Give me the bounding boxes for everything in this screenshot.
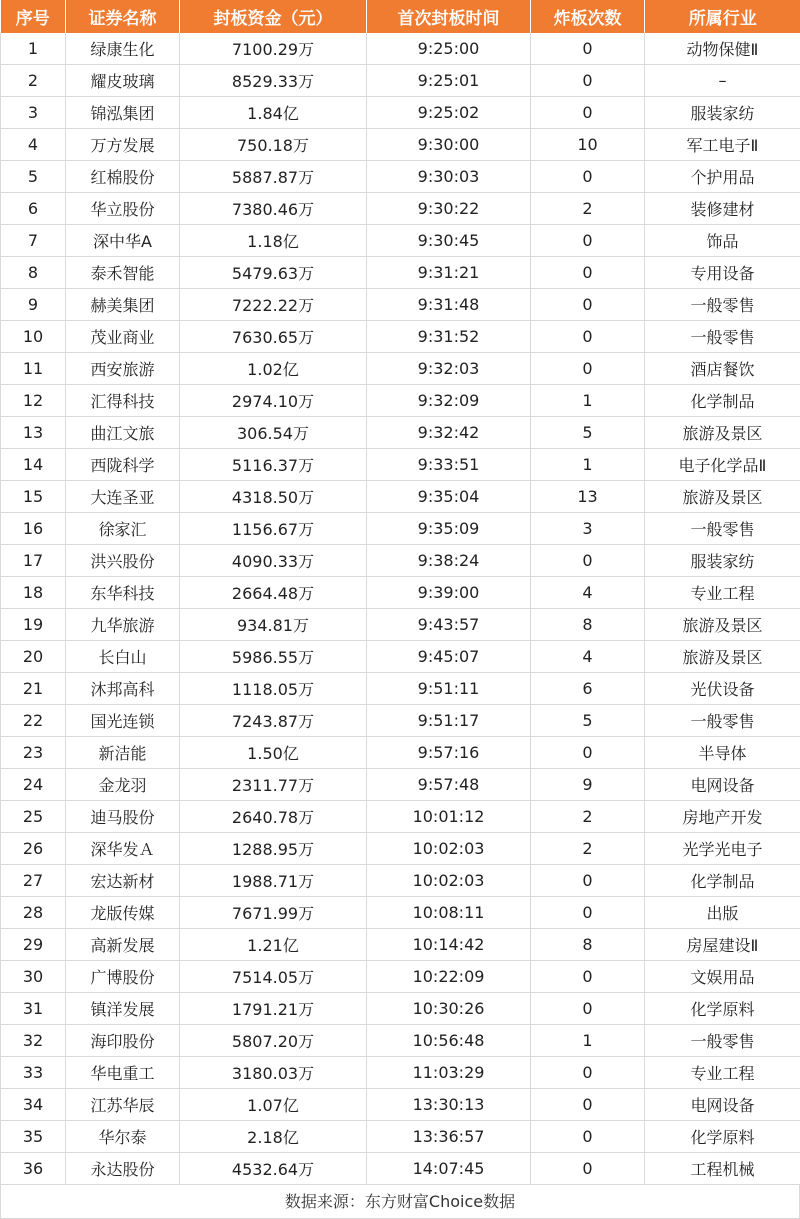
cell-index: 23 bbox=[1, 737, 66, 769]
cell-industry: 工程机械 bbox=[645, 1153, 800, 1185]
header-seal-funds: 封板资金（元） bbox=[180, 0, 367, 33]
cell-seal-funds: 7100.29万 bbox=[180, 33, 367, 65]
cell-break-count: 8 bbox=[531, 929, 645, 961]
cell-break-count: 0 bbox=[531, 225, 645, 257]
cell-first-seal-time: 9:45:07 bbox=[367, 641, 531, 673]
cell-security-name: 锦泓集团 bbox=[66, 97, 180, 129]
cell-security-name: 西安旅游 bbox=[66, 353, 180, 385]
table-row bbox=[1, 33, 800, 65]
table-row bbox=[1, 417, 800, 449]
cell-industry: 一般零售 bbox=[645, 1025, 800, 1057]
table-row bbox=[1, 801, 800, 833]
cell-first-seal-time: 10:22:09 bbox=[367, 961, 531, 993]
cell-industry: 文娱用品 bbox=[645, 961, 800, 993]
cell-index: 28 bbox=[1, 897, 66, 929]
cell-index: 34 bbox=[1, 1089, 66, 1121]
cell-break-count: 2 bbox=[531, 193, 645, 225]
table-row bbox=[1, 129, 800, 161]
table-row bbox=[1, 1153, 800, 1185]
cell-security-name: 江苏华辰 bbox=[66, 1089, 180, 1121]
cell-seal-funds: 1156.67万 bbox=[180, 513, 367, 545]
cell-seal-funds: 7243.87万 bbox=[180, 705, 367, 737]
cell-first-seal-time: 9:57:16 bbox=[367, 737, 531, 769]
cell-break-count: 0 bbox=[531, 545, 645, 577]
cell-seal-funds: 306.54万 bbox=[180, 417, 367, 449]
cell-index: 13 bbox=[1, 417, 66, 449]
cell-break-count: 0 bbox=[531, 1121, 645, 1153]
cell-index: 24 bbox=[1, 769, 66, 801]
cell-first-seal-time: 9:43:57 bbox=[367, 609, 531, 641]
cell-index: 33 bbox=[1, 1057, 66, 1089]
table-body bbox=[1, 33, 800, 1185]
cell-index: 25 bbox=[1, 801, 66, 833]
data-source-note: 数据来源：东方财富Choice数据 bbox=[0, 1185, 800, 1219]
cell-security-name: 红棉股份 bbox=[66, 161, 180, 193]
cell-break-count: 2 bbox=[531, 833, 645, 865]
cell-seal-funds: 2640.78万 bbox=[180, 801, 367, 833]
cell-seal-funds: 1988.71万 bbox=[180, 865, 367, 897]
cell-industry: 一般零售 bbox=[645, 705, 800, 737]
cell-industry: – bbox=[645, 65, 800, 97]
table-row bbox=[1, 449, 800, 481]
cell-first-seal-time: 9:51:17 bbox=[367, 705, 531, 737]
cell-security-name: 曲江文旅 bbox=[66, 417, 180, 449]
cell-seal-funds: 5116.37万 bbox=[180, 449, 367, 481]
cell-break-count: 1 bbox=[531, 1025, 645, 1057]
header-first-seal-time: 首次封板时间 bbox=[367, 0, 531, 33]
cell-seal-funds: 2974.10万 bbox=[180, 385, 367, 417]
table-row bbox=[1, 641, 800, 673]
cell-index: 16 bbox=[1, 513, 66, 545]
cell-index: 30 bbox=[1, 961, 66, 993]
cell-seal-funds: 7630.65万 bbox=[180, 321, 367, 353]
cell-industry: 化学制品 bbox=[645, 385, 800, 417]
cell-break-count: 0 bbox=[531, 161, 645, 193]
cell-seal-funds: 4318.50万 bbox=[180, 481, 367, 513]
cell-break-count: 0 bbox=[531, 33, 645, 65]
cell-break-count: 5 bbox=[531, 417, 645, 449]
cell-security-name: 徐家汇 bbox=[66, 513, 180, 545]
cell-industry: 旅游及景区 bbox=[645, 609, 800, 641]
cell-industry: 光伏设备 bbox=[645, 673, 800, 705]
cell-index: 21 bbox=[1, 673, 66, 705]
cell-break-count: 1 bbox=[531, 449, 645, 481]
cell-index: 26 bbox=[1, 833, 66, 865]
cell-seal-funds: 1.21亿 bbox=[180, 929, 367, 961]
table-row bbox=[1, 193, 800, 225]
cell-index: 2 bbox=[1, 65, 66, 97]
header-index: 序号 bbox=[1, 0, 66, 33]
cell-security-name: 海印股份 bbox=[66, 1025, 180, 1057]
cell-first-seal-time: 9:30:00 bbox=[367, 129, 531, 161]
table-row bbox=[1, 513, 800, 545]
cell-security-name: 茂业商业 bbox=[66, 321, 180, 353]
cell-security-name: 汇得科技 bbox=[66, 385, 180, 417]
cell-first-seal-time: 9:25:00 bbox=[367, 33, 531, 65]
cell-first-seal-time: 10:02:03 bbox=[367, 833, 531, 865]
cell-industry: 房地产开发 bbox=[645, 801, 800, 833]
table-row bbox=[1, 833, 800, 865]
cell-first-seal-time: 9:57:48 bbox=[367, 769, 531, 801]
cell-index: 22 bbox=[1, 705, 66, 737]
table-row bbox=[1, 321, 800, 353]
table-row bbox=[1, 289, 800, 321]
cell-break-count: 8 bbox=[531, 609, 645, 641]
cell-first-seal-time: 9:32:09 bbox=[367, 385, 531, 417]
cell-seal-funds: 5479.63万 bbox=[180, 257, 367, 289]
cell-index: 14 bbox=[1, 449, 66, 481]
cell-seal-funds: 750.18万 bbox=[180, 129, 367, 161]
table-row bbox=[1, 705, 800, 737]
cell-security-name: 迪马股份 bbox=[66, 801, 180, 833]
table-row bbox=[1, 161, 800, 193]
cell-security-name: 华立股份 bbox=[66, 193, 180, 225]
cell-seal-funds: 7514.05万 bbox=[180, 961, 367, 993]
cell-security-name: 沐邦高科 bbox=[66, 673, 180, 705]
cell-security-name: 华电重工 bbox=[66, 1057, 180, 1089]
cell-seal-funds: 7222.22万 bbox=[180, 289, 367, 321]
cell-break-count: 0 bbox=[531, 1089, 645, 1121]
table-row bbox=[1, 65, 800, 97]
cell-first-seal-time: 10:01:12 bbox=[367, 801, 531, 833]
cell-first-seal-time: 9:39:00 bbox=[367, 577, 531, 609]
cell-seal-funds: 1.07亿 bbox=[180, 1089, 367, 1121]
cell-break-count: 10 bbox=[531, 129, 645, 161]
cell-break-count: 0 bbox=[531, 737, 645, 769]
cell-index: 19 bbox=[1, 609, 66, 641]
cell-first-seal-time: 9:51:11 bbox=[367, 673, 531, 705]
cell-seal-funds: 934.81万 bbox=[180, 609, 367, 641]
cell-security-name: 永达股份 bbox=[66, 1153, 180, 1185]
cell-seal-funds: 1.50亿 bbox=[180, 737, 367, 769]
cell-first-seal-time: 9:32:42 bbox=[367, 417, 531, 449]
cell-break-count: 1 bbox=[531, 385, 645, 417]
table-row bbox=[1, 993, 800, 1025]
cell-security-name: 深华发Ａ bbox=[66, 833, 180, 865]
table-row bbox=[1, 929, 800, 961]
cell-index: 4 bbox=[1, 129, 66, 161]
cell-security-name: 深中华A bbox=[66, 225, 180, 257]
cell-break-count: 0 bbox=[531, 353, 645, 385]
cell-index: 9 bbox=[1, 289, 66, 321]
cell-break-count: 0 bbox=[531, 257, 645, 289]
cell-seal-funds: 5887.87万 bbox=[180, 161, 367, 193]
table-row bbox=[1, 1025, 800, 1057]
cell-security-name: 龙版传媒 bbox=[66, 897, 180, 929]
table-row bbox=[1, 769, 800, 801]
cell-industry: 服装家纺 bbox=[645, 97, 800, 129]
cell-security-name: 新洁能 bbox=[66, 737, 180, 769]
cell-security-name: 高新发展 bbox=[66, 929, 180, 961]
table-header-row bbox=[1, 0, 800, 33]
cell-security-name: 东华科技 bbox=[66, 577, 180, 609]
table-row bbox=[1, 577, 800, 609]
cell-index: 11 bbox=[1, 353, 66, 385]
header-security-name: 证券名称 bbox=[66, 0, 180, 33]
cell-industry: 化学原料 bbox=[645, 1121, 800, 1153]
cell-first-seal-time: 9:33:51 bbox=[367, 449, 531, 481]
cell-seal-funds: 7671.99万 bbox=[180, 897, 367, 929]
cell-industry: 电网设备 bbox=[645, 769, 800, 801]
cell-first-seal-time: 10:56:48 bbox=[367, 1025, 531, 1057]
cell-industry: 军工电子Ⅱ bbox=[645, 129, 800, 161]
cell-industry: 出版 bbox=[645, 897, 800, 929]
cell-index: 12 bbox=[1, 385, 66, 417]
cell-index: 3 bbox=[1, 97, 66, 129]
cell-break-count: 9 bbox=[531, 769, 645, 801]
cell-index: 7 bbox=[1, 225, 66, 257]
cell-break-count: 0 bbox=[531, 97, 645, 129]
cell-industry: 一般零售 bbox=[645, 289, 800, 321]
cell-break-count: 0 bbox=[531, 897, 645, 929]
cell-industry: 个护用品 bbox=[645, 161, 800, 193]
cell-security-name: 绿康生化 bbox=[66, 33, 180, 65]
cell-seal-funds: 1.84亿 bbox=[180, 97, 367, 129]
table-row bbox=[1, 609, 800, 641]
cell-industry: 酒店餐饮 bbox=[645, 353, 800, 385]
cell-security-name: 耀皮玻璃 bbox=[66, 65, 180, 97]
cell-break-count: 4 bbox=[531, 577, 645, 609]
cell-security-name: 万方发展 bbox=[66, 129, 180, 161]
cell-index: 1 bbox=[1, 33, 66, 65]
cell-first-seal-time: 9:31:21 bbox=[367, 257, 531, 289]
cell-industry: 饰品 bbox=[645, 225, 800, 257]
cell-break-count: 0 bbox=[531, 865, 645, 897]
cell-break-count: 0 bbox=[531, 993, 645, 1025]
table-row bbox=[1, 481, 800, 513]
cell-break-count: 2 bbox=[531, 801, 645, 833]
cell-industry: 旅游及景区 bbox=[645, 641, 800, 673]
cell-security-name: 泰禾智能 bbox=[66, 257, 180, 289]
cell-seal-funds: 1118.05万 bbox=[180, 673, 367, 705]
table-row bbox=[1, 961, 800, 993]
table-row bbox=[1, 97, 800, 129]
cell-security-name: 九华旅游 bbox=[66, 609, 180, 641]
cell-industry: 光学光电子 bbox=[645, 833, 800, 865]
cell-index: 32 bbox=[1, 1025, 66, 1057]
cell-seal-funds: 1288.95万 bbox=[180, 833, 367, 865]
cell-index: 29 bbox=[1, 929, 66, 961]
cell-security-name: 大连圣亚 bbox=[66, 481, 180, 513]
cell-security-name: 赫美集团 bbox=[66, 289, 180, 321]
cell-seal-funds: 8529.33万 bbox=[180, 65, 367, 97]
cell-industry: 电网设备 bbox=[645, 1089, 800, 1121]
cell-industry: 装修建材 bbox=[645, 193, 800, 225]
cell-first-seal-time: 9:25:02 bbox=[367, 97, 531, 129]
cell-security-name: 广博股份 bbox=[66, 961, 180, 993]
cell-industry: 半导体 bbox=[645, 737, 800, 769]
cell-seal-funds: 2311.77万 bbox=[180, 769, 367, 801]
cell-seal-funds: 5986.55万 bbox=[180, 641, 367, 673]
cell-break-count: 0 bbox=[531, 1153, 645, 1185]
table-row bbox=[1, 353, 800, 385]
cell-security-name: 宏达新材 bbox=[66, 865, 180, 897]
table-row bbox=[1, 545, 800, 577]
cell-seal-funds: 4532.64万 bbox=[180, 1153, 367, 1185]
cell-industry: 房屋建设Ⅱ bbox=[645, 929, 800, 961]
table-row bbox=[1, 737, 800, 769]
table-row bbox=[1, 225, 800, 257]
cell-industry: 电子化学品Ⅱ bbox=[645, 449, 800, 481]
cell-break-count: 4 bbox=[531, 641, 645, 673]
cell-security-name: 洪兴股份 bbox=[66, 545, 180, 577]
cell-first-seal-time: 10:14:42 bbox=[367, 929, 531, 961]
header-break-count: 炸板次数 bbox=[531, 0, 645, 33]
cell-industry: 化学原料 bbox=[645, 993, 800, 1025]
cell-first-seal-time: 14:07:45 bbox=[367, 1153, 531, 1185]
cell-industry: 专业工程 bbox=[645, 1057, 800, 1089]
cell-first-seal-time: 9:30:03 bbox=[367, 161, 531, 193]
cell-security-name: 国光连锁 bbox=[66, 705, 180, 737]
cell-index: 6 bbox=[1, 193, 66, 225]
cell-seal-funds: 1.18亿 bbox=[180, 225, 367, 257]
table-row bbox=[1, 673, 800, 705]
cell-break-count: 0 bbox=[531, 961, 645, 993]
cell-break-count: 0 bbox=[531, 289, 645, 321]
header-industry: 所属行业 bbox=[645, 0, 800, 33]
cell-break-count: 13 bbox=[531, 481, 645, 513]
cell-break-count: 0 bbox=[531, 65, 645, 97]
table-row bbox=[1, 257, 800, 289]
cell-industry: 服装家纺 bbox=[645, 545, 800, 577]
cell-index: 36 bbox=[1, 1153, 66, 1185]
cell-first-seal-time: 9:32:03 bbox=[367, 353, 531, 385]
cell-break-count: 0 bbox=[531, 321, 645, 353]
cell-first-seal-time: 11:03:29 bbox=[367, 1057, 531, 1089]
cell-first-seal-time: 10:08:11 bbox=[367, 897, 531, 929]
cell-industry: 专用设备 bbox=[645, 257, 800, 289]
cell-first-seal-time: 9:31:52 bbox=[367, 321, 531, 353]
table-row bbox=[1, 897, 800, 929]
cell-index: 20 bbox=[1, 641, 66, 673]
cell-industry: 旅游及景区 bbox=[645, 481, 800, 513]
cell-break-count: 0 bbox=[531, 1057, 645, 1089]
cell-first-seal-time: 9:35:09 bbox=[367, 513, 531, 545]
cell-first-seal-time: 9:30:45 bbox=[367, 225, 531, 257]
cell-first-seal-time: 9:35:04 bbox=[367, 481, 531, 513]
cell-seal-funds: 4090.33万 bbox=[180, 545, 367, 577]
cell-industry: 动物保健Ⅱ bbox=[645, 33, 800, 65]
cell-index: 17 bbox=[1, 545, 66, 577]
table-row bbox=[1, 385, 800, 417]
cell-index: 15 bbox=[1, 481, 66, 513]
table-row bbox=[1, 1057, 800, 1089]
cell-seal-funds: 5807.20万 bbox=[180, 1025, 367, 1057]
cell-index: 5 bbox=[1, 161, 66, 193]
cell-security-name: 华尔泰 bbox=[66, 1121, 180, 1153]
cell-index: 27 bbox=[1, 865, 66, 897]
table-row bbox=[1, 1089, 800, 1121]
cell-security-name: 长白山 bbox=[66, 641, 180, 673]
cell-seal-funds: 3180.03万 bbox=[180, 1057, 367, 1089]
cell-index: 10 bbox=[1, 321, 66, 353]
cell-seal-funds: 7380.46万 bbox=[180, 193, 367, 225]
cell-industry: 一般零售 bbox=[645, 321, 800, 353]
cell-seal-funds: 2.18亿 bbox=[180, 1121, 367, 1153]
cell-industry: 旅游及景区 bbox=[645, 417, 800, 449]
cell-break-count: 5 bbox=[531, 705, 645, 737]
table-row bbox=[1, 865, 800, 897]
cell-industry: 化学制品 bbox=[645, 865, 800, 897]
cell-security-name: 金龙羽 bbox=[66, 769, 180, 801]
cell-index: 8 bbox=[1, 257, 66, 289]
cell-break-count: 6 bbox=[531, 673, 645, 705]
cell-seal-funds: 1.02亿 bbox=[180, 353, 367, 385]
cell-break-count: 3 bbox=[531, 513, 645, 545]
cell-seal-funds: 2664.48万 bbox=[180, 577, 367, 609]
cell-first-seal-time: 13:36:57 bbox=[367, 1121, 531, 1153]
cell-first-seal-time: 9:25:01 bbox=[367, 65, 531, 97]
cell-security-name: 西陇科学 bbox=[66, 449, 180, 481]
cell-security-name: 镇洋发展 bbox=[66, 993, 180, 1025]
cell-index: 35 bbox=[1, 1121, 66, 1153]
table-header bbox=[1, 0, 800, 33]
cell-first-seal-time: 13:30:13 bbox=[367, 1089, 531, 1121]
cell-first-seal-time: 10:02:03 bbox=[367, 865, 531, 897]
cell-seal-funds: 1791.21万 bbox=[180, 993, 367, 1025]
cell-first-seal-time: 9:38:24 bbox=[367, 545, 531, 577]
cell-first-seal-time: 9:30:22 bbox=[367, 193, 531, 225]
cell-index: 31 bbox=[1, 993, 66, 1025]
cell-index: 18 bbox=[1, 577, 66, 609]
cell-first-seal-time: 9:31:48 bbox=[367, 289, 531, 321]
table-row bbox=[1, 1121, 800, 1153]
cell-first-seal-time: 10:30:26 bbox=[367, 993, 531, 1025]
cell-industry: 一般零售 bbox=[645, 513, 800, 545]
cell-industry: 专业工程 bbox=[645, 577, 800, 609]
